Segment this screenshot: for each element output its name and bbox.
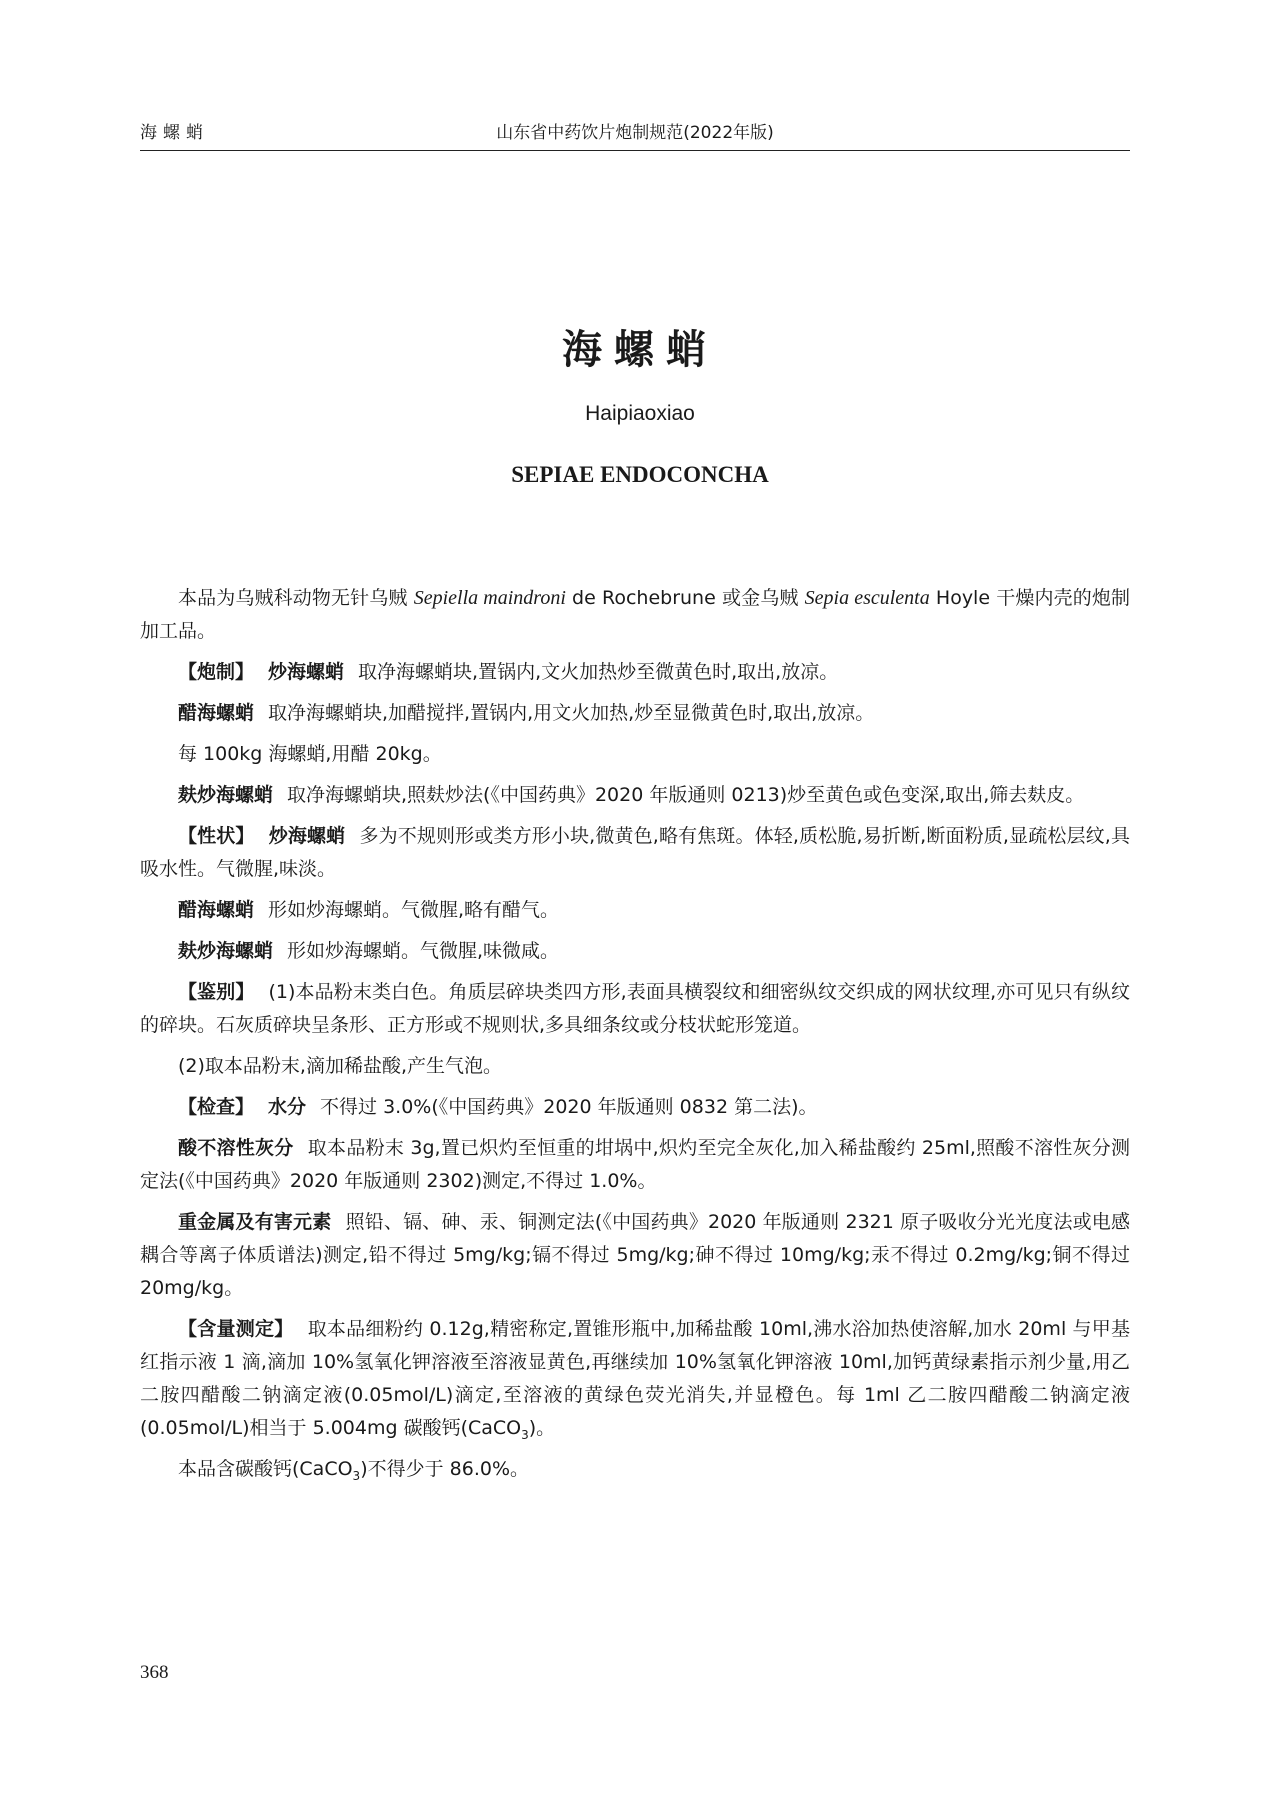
item-text: 不得过 3.0%(《中国药典》2020 年版通则 0832 第二法)。: [320, 1096, 818, 1118]
section-heading-assay: 【含量测定】: [178, 1318, 294, 1340]
monograph-body: [140, 582, 1130, 1494]
header-rule: [140, 150, 1130, 151]
header-book-title: 山东省中药饮片炮制规范(2022年版): [496, 123, 774, 143]
identification-paragraph-2: (2)取本品粉末,滴加稀盐酸,产生气泡。: [178, 1055, 502, 1077]
identification-paragraph-1: [140, 976, 1130, 1042]
header-section-name: 海螺蛸: [140, 123, 209, 143]
item-text: 取净海螺蛸块,置锅内,文火加热炒至微黄色时,取出,放凉。: [358, 661, 839, 683]
item-name: 水分: [268, 1096, 307, 1118]
processing-note: 每 100kg 海螺蛸,用醋 20kg。: [178, 743, 442, 765]
characteristics-paragraph-2: [140, 894, 1130, 927]
item-text: 形如炒海螺蛸。气微腥,略有醋气。: [268, 899, 560, 921]
item-name: 炒海螺蛸: [268, 661, 345, 683]
item-text: 多为不规则形或类方形小块,微黄色,略有焦斑。体轻,质松脆,易折断,断面粉质,显疏松层纹,具吸水性。气微腥,味淡。: [140, 825, 1130, 880]
monograph-title: 海螺蛸: [562, 327, 718, 373]
species-name-2: Sepia esculenta: [804, 587, 930, 609]
inspection-paragraph-1: [140, 1091, 1130, 1124]
section-heading-processing: 【炮制】: [178, 661, 255, 683]
intro-text-1: 本品为乌贼科动物无针乌贼: [178, 587, 414, 609]
intro-paragraph: [140, 582, 1130, 648]
item-text: 取本品细粉约 0.12g,精密称定,置锥形瓶中,加稀盐酸 10ml,沸水浴加热使溶解,加水 20ml 与甲基红指示液 1 滴,滴加 10%氢氧化钾溶液至溶液显黄色,再继续加 10%氢氧化钾溶液 10ml,加钙黄绿素指示剂少量,用乙二胺四醋酸二钠滴定液(0.05mol/L)滴定,至溶液的黄绿色荧光消失,并显橙色。每 1ml 乙二胺四醋酸二钠滴定液(0.05mol/L)相当于 5.004mg 碳酸钙(CaCO: [140, 1318, 1130, 1439]
item-name: 麸炒海螺蛸: [178, 784, 274, 806]
characteristics-paragraph-1: [140, 820, 1130, 886]
inspection-paragraph-2: [140, 1132, 1130, 1198]
item-text: 取本品粉末 3g,置已炽灼至恒重的坩埚中,炽灼至完全灰化,加入稀盐酸约 25ml,照酸不溶性灰分测定法(《中国药典》2020 年版通则 2302)测定,不得过 1.0%。: [140, 1137, 1130, 1192]
section-heading-inspection: 【检查】: [178, 1096, 255, 1118]
intro-text-3: Hoyle 干燥内壳的炮制加工品。: [140, 587, 1130, 642]
species-name-1: Sepiella maindroni: [413, 587, 566, 609]
inspection-paragraph-3: [140, 1206, 1130, 1305]
item-name: 重金属及有害元素: [178, 1211, 332, 1233]
item-text: 本品含碳酸钙(CaCO: [178, 1458, 353, 1480]
item-text: )不得少于 86.0%。: [360, 1458, 529, 1480]
item-text: 取净海螺蛸块,加醋搅拌,置锅内,用文火加热,炒至显微黄色时,取出,放凉。: [268, 702, 875, 724]
intro-text-2: de Rochebrune 或金乌贼: [565, 587, 805, 609]
characteristics-paragraph-3: [140, 935, 1130, 968]
item-name: 炒海螺蛸: [268, 825, 346, 847]
item-text: 形如炒海螺蛸。气微腥,味微咸。: [287, 940, 560, 962]
subscript: 3: [352, 1468, 361, 1483]
section-heading-characteristics: 【性状】: [178, 825, 255, 847]
assay-limit: [140, 1453, 1130, 1486]
item-text: (1)本品粉末类白色。角质层碎块类四方形,表面具横裂纹和细密纵纹交织成的网状纹理,亦可见只有纵纹的碎块。石灰质碎块呈条形、正方形或不规则状,多具细条纹或分枝状蛇形笼道。: [140, 981, 1130, 1036]
item-name: 麸炒海螺蛸: [178, 940, 274, 962]
item-text: 取净海螺蛸块,照麸炒法(《中国药典》2020 年版通则 0213)炒至黄色或色变深,取出,筛去麸皮。: [287, 784, 1085, 806]
subscript: 3: [521, 1427, 529, 1442]
processing-paragraph-1: [140, 656, 1130, 689]
section-heading-identification: 【鉴别】: [178, 981, 255, 1003]
running-header: [140, 112, 1130, 152]
assay-paragraph: [140, 1313, 1130, 1445]
item-name: 醋海螺蛸: [178, 702, 255, 724]
item-name: 酸不溶性灰分: [178, 1137, 294, 1159]
processing-paragraph-2: [140, 697, 1130, 730]
item-name: 醋海螺蛸: [178, 899, 255, 921]
page-number: 368: [140, 1662, 169, 1683]
item-text: )。: [528, 1417, 556, 1439]
processing-paragraph-3: [140, 779, 1130, 812]
item-text: 照铅、镉、砷、汞、铜测定法(《中国药典》2020 年版通则 2321 原子吸收分光光度法或电感耦合等离子体质谱法)测定,铅不得过 5mg/kg;镉不得过 5mg/kg;砷不得过 10mg/kg;汞不得过 0.2mg/kg;铜不得过 20mg/kg。: [140, 1211, 1130, 1299]
pinyin-name: Haipiaoxiao: [585, 402, 695, 425]
latin-name: SEPIAE ENDOCONCHA: [511, 462, 769, 487]
